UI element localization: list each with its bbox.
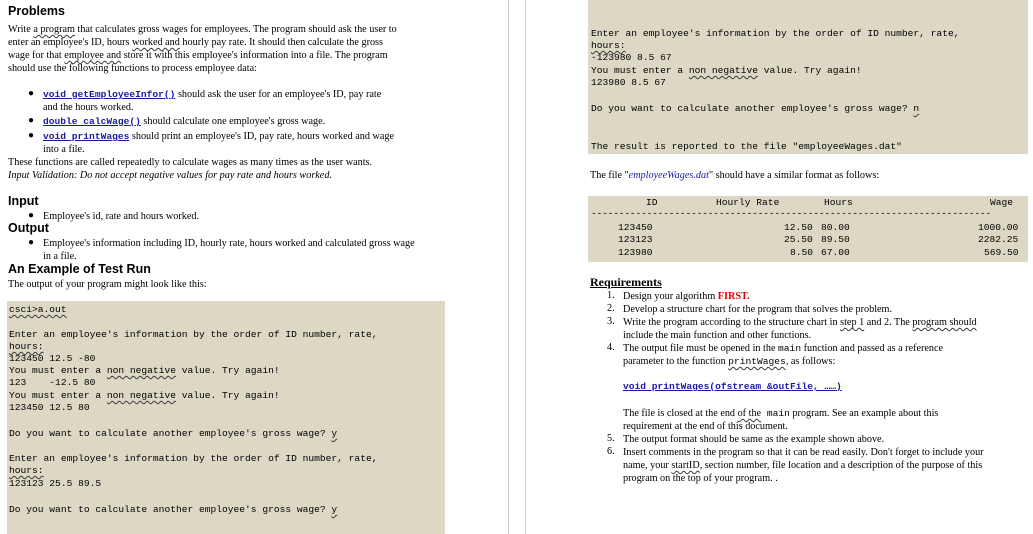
print-wages-signature: void printWages(ofstream &outFile, ……) <box>623 381 842 392</box>
bullet-icon: ● <box>28 210 35 221</box>
intro-line-3: wage for that employee and store it with this employee's information into a file. The program <box>8 50 388 61</box>
requirements-heading: Requirements <box>590 275 662 289</box>
req-number: 4. <box>607 342 615 353</box>
function-item-3: void printWages should print an employee's ID, pay rate, hours worked and wage <box>43 131 395 142</box>
console-line: You must enter a non negative value. Try again! <box>591 65 862 76</box>
output-item-cont: in a file. <box>43 251 77 262</box>
req-number: 2. <box>607 303 615 314</box>
table-cell: 8.50 <box>790 247 814 258</box>
function-item-1: void getEmployeeInfor() should ask the user for an employee's ID, pay rate <box>43 89 382 100</box>
bullet-icon: ● <box>28 130 35 141</box>
table-cell: 80.00 <box>821 222 850 233</box>
table-separator: ------------------------------------------------------------------------ <box>591 208 992 219</box>
intro-line-2: enter an employee's ID, hours worked and hourly pay rate. It should then calculate the gross <box>8 37 383 48</box>
table-cell: 1000.00 <box>978 222 1019 233</box>
bullet-icon: ● <box>28 237 35 248</box>
console-line: Enter an employee's information by the order of ID number, rate, <box>9 453 378 464</box>
requirement-5: The output format should be same as the example shown above. <box>623 434 885 445</box>
problems-heading: Problems <box>8 4 65 18</box>
input-item: Employee's id, rate and hours worked. <box>43 211 200 222</box>
file-format-note: The file "employeeWages.dat" should have a similar format as follows: <box>590 170 880 181</box>
example-heading: An Example of Test Run <box>8 262 151 276</box>
requirement-6-cont: name, your startID, section number, file location and a description of the purpose of this <box>623 460 983 471</box>
console-line: Do you want to calculate another employee's gross wage? y <box>9 504 338 515</box>
console-line: Do you want to calculate another employee's gross wage? y <box>9 428 338 439</box>
bullet-icon: ● <box>28 115 35 126</box>
requirement-4-cont: parameter to the function printWages, as follows: <box>623 356 836 367</box>
requirement-4-note: The file is closed at the end of the main program. See an example about this <box>623 408 939 419</box>
requirement-6-cont-2: program on the top of your program. . <box>623 473 778 484</box>
input-heading: Input <box>8 194 39 208</box>
intro-line-4: should use the following functions to process employee data: <box>8 63 257 74</box>
console-line: 123450 12.5 -80 <box>9 353 96 364</box>
requirement-3-cont: include the main function and other functions. <box>623 330 812 341</box>
requirement-4-note-cont: requirement at the end of this document. <box>623 421 788 432</box>
requirement-6: Insert comments in the program so that it can be read easily. Don't forget to include your <box>623 447 984 458</box>
requirement-1: Design your algorithm FIRST. <box>623 291 750 302</box>
console-line: You must enter a non negative value. Try again! <box>9 365 280 376</box>
console-line: Enter an employee's information by the order of ID number, rate, <box>591 28 960 39</box>
page-gutter <box>508 0 526 534</box>
requirement-3: Write the program according to the structure chart in step 1 and 2. The program should <box>623 317 977 328</box>
input-validation-note: Input Validation: Do not accept negative values for pay rate and hours worked. <box>8 170 332 181</box>
req-number: 5. <box>607 433 615 444</box>
console-output-right <box>588 0 1028 154</box>
console-line: hours: <box>9 465 44 476</box>
console-line: Enter an employee's information by the order of ID number, rate, <box>9 329 378 340</box>
requirement-2: Develop a structure chart for the program that solves the problem. <box>623 304 893 315</box>
table-cell: 123450 <box>618 222 653 233</box>
table-cell: 569.50 <box>984 247 1019 258</box>
console-prompt: csci>a.out <box>9 304 67 315</box>
table-cell: 12.50 <box>784 222 813 233</box>
left-page <box>0 0 508 534</box>
console-line: -123980 8.5 67 <box>591 52 672 63</box>
req-number: 6. <box>607 446 615 457</box>
table-cell: 123980 <box>618 247 653 258</box>
output-item: Employee's information including ID, hourly rate, hours worked and calculated gross wage <box>43 238 415 249</box>
console-line: 123450 12.5 80 <box>9 402 90 413</box>
table-cell: 89.50 <box>821 234 850 245</box>
right-page <box>526 0 1033 534</box>
console-line: hours: <box>9 341 44 352</box>
console-line: hours: <box>591 40 626 51</box>
requirement-4: The output file must be opened in the main function and passed as a reference <box>623 343 944 354</box>
table-cell: 25.50 <box>784 234 813 245</box>
console-line: You must enter a non negative value. Try again! <box>9 390 280 401</box>
repeat-note: These functions are called repeatedly to calculate wages as many times as the user wants. <box>8 157 373 168</box>
console-output-left <box>7 301 445 534</box>
table-header-id: ID <box>646 197 658 208</box>
intro-line-1: Write a program that calculates gross wages for employees. The program should ask the user to <box>8 24 397 35</box>
example-intro: The output of your program might look like this: <box>8 279 207 290</box>
console-line: 123980 8.5 67 <box>591 77 666 88</box>
req-number: 3. <box>607 316 615 327</box>
req-number: 1. <box>607 290 615 301</box>
console-line: 123123 25.5 89.5 <box>9 478 102 489</box>
table-header-rate: Hourly Rate <box>716 197 780 208</box>
console-line: Do you want to calculate another employee's gross wage? n <box>591 103 920 114</box>
function-item-2: double calcWage() should calculate one employee's gross wage. <box>43 116 326 127</box>
table-header-hours: Hours <box>824 197 853 208</box>
console-line: 123 -12.5 80 <box>9 377 96 388</box>
function-item-1-cont: and the hours worked. <box>43 102 134 113</box>
output-heading: Output <box>8 221 49 235</box>
function-item-3-cont: into a file. <box>43 144 85 155</box>
bullet-icon: ● <box>28 88 35 99</box>
table-cell: 67.00 <box>821 247 850 258</box>
table-header-wage: Wage <box>990 197 1014 208</box>
console-line: The result is reported to the file "employeeWages.dat" <box>591 141 902 152</box>
table-cell: 2282.25 <box>978 234 1019 245</box>
table-cell: 123123 <box>618 234 653 245</box>
wage-table <box>588 196 1028 262</box>
